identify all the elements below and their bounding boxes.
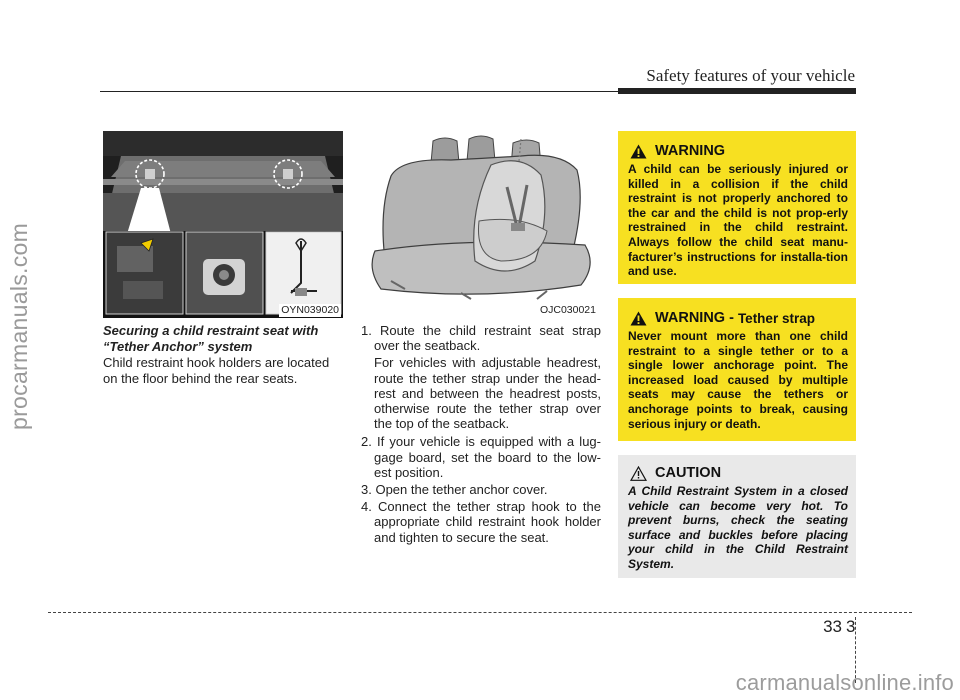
figure-code-left: OYN039020 <box>281 304 339 316</box>
footer-rule <box>48 612 912 613</box>
warning-heading <box>628 310 848 326</box>
warning-box <box>618 131 856 284</box>
warning-title: WARNING <box>655 143 726 159</box>
installation-steps <box>361 323 601 547</box>
figure-code-right: OJC030021 <box>539 304 596 316</box>
caution-triangle-icon <box>630 466 647 481</box>
step-item: 2. If your vehicle is equipped with a lug-gage board, set the board to the low-est position. <box>361 434 601 480</box>
figure-trunk-photo <box>103 131 343 318</box>
rear-seat-illustration <box>361 131 600 318</box>
figure-seat-photo <box>361 131 600 318</box>
warning-subtitle: Tether strap <box>737 310 815 326</box>
chapter-number: 3 <box>846 617 856 636</box>
warning-text: Never mount more than one child restraint to a single tether or to a single lower anchorage point. The increased load caused by multiple seats may cause the tethers or anchorage points to break, causing serious injury or death. <box>628 329 848 431</box>
figure-caption-title: Securing a child restraint seat with “Tether Anchor” system <box>103 323 319 354</box>
caution-heading <box>628 465 848 481</box>
page-number: 33 <box>823 617 842 636</box>
warning-separator: - <box>729 310 734 326</box>
warning-title: WARNING <box>655 310 726 326</box>
header-rule <box>100 91 618 92</box>
side-watermark: procarmanuals.com <box>6 222 32 430</box>
tether-warning-box <box>618 298 856 441</box>
caution-box <box>618 455 856 578</box>
header-bar <box>618 88 856 94</box>
caution-title: CAUTION <box>655 465 722 481</box>
page-divider <box>855 617 856 683</box>
figure-caption-body: Child restraint hook holders are located on the floor behind the rear seats. <box>103 355 330 386</box>
trunk-illustration <box>103 131 343 318</box>
warning-triangle-icon <box>630 311 647 326</box>
warning-triangle-icon <box>630 144 647 159</box>
warning-text: A child can be seriously injured or killed in a collision if the child restraint is not properly anchored to the car and the child is not prop-erly restrained in the child restraint. Always follow the child seat manu-facturer’s instructions for installa-tion and use. <box>628 162 848 279</box>
step-item: 3. Open the tether anchor cover. <box>361 482 548 498</box>
step-note: For vehicles with adjustable headrest, route the tether strap under the head-rest and between the headrest posts, otherwise route the tether strap over the top of the seatback. <box>374 355 601 432</box>
step-item: 1. Route the child restraint seat strap over the seatback. <box>361 323 601 354</box>
bottom-watermark: carmanualsonline.info <box>735 670 954 695</box>
caution-text: A Child Restraint System in a closed vehicle can become very hot. To prevent burns, check the seating surface and buckles before placing your child in the Child Restraint System. <box>628 484 848 571</box>
section-header-title: Safety features of your vehicle <box>646 66 855 85</box>
step-item: 4. Connect the tether strap hook to the appropriate child restraint hook holder and tighten to secure the seat. <box>361 499 601 545</box>
warning-heading <box>628 143 848 159</box>
